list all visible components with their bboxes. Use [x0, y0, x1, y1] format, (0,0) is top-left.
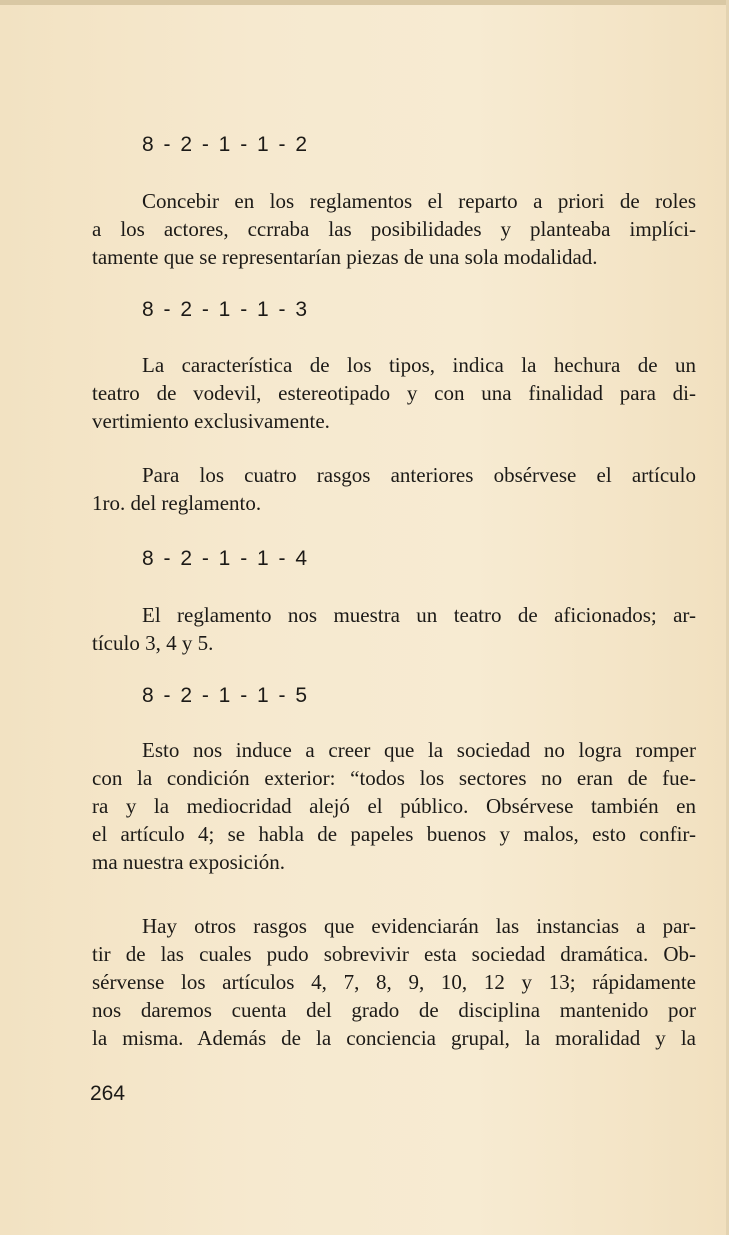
- text-line: con la condición exterior: “todos los sectores no eran de fue-: [92, 766, 696, 790]
- paragraph: [92, 461, 696, 517]
- text-line: Hay otros rasgos que evidenciarán las instancias a par-: [142, 914, 696, 938]
- text-line: tículo 3, 4 y 5.: [92, 631, 214, 655]
- section-number: 8 - 2 - 1 - 1 - 5: [142, 684, 310, 707]
- text-line: tir de las cuales pudo sobrevivir esta sociedad dramática. Ob-: [92, 942, 696, 966]
- text-line: la misma. Además de la conciencia grupal, la moralidad y la: [92, 1026, 696, 1050]
- text-line: vertimiento exclusivamente.: [92, 409, 330, 433]
- page-top-edge: [0, 0, 729, 5]
- paragraph: [92, 601, 696, 657]
- paragraph: [92, 351, 696, 435]
- section-number: 8 - 2 - 1 - 1 - 2: [142, 133, 310, 156]
- text-line: sérvense los artículos 4, 7, 8, 9, 10, 12 y 13; rápidamente: [92, 970, 696, 994]
- text-line: Para los cuatro rasgos anteriores obsérvese el artículo: [142, 463, 696, 487]
- text-line: ra y la mediocridad alejó el público. Obsérvese también en: [92, 794, 696, 818]
- text-line: teatro de vodevil, estereotipado y con una finalidad para di-: [92, 381, 696, 405]
- paragraph: [92, 187, 696, 271]
- text-line: a los actores, ccrraba las posibilidades y planteaba implíci-: [92, 217, 696, 241]
- section-number: 8 - 2 - 1 - 1 - 4: [142, 547, 310, 570]
- text-line: Esto nos induce a creer que la sociedad no logra romper: [142, 738, 696, 762]
- text-line: El reglamento nos muestra un teatro de aficionados; ar-: [142, 603, 696, 627]
- text-line: tamente que se representarían piezas de una sola modalidad.: [92, 245, 598, 269]
- text-line: 1ro. del reglamento.: [92, 491, 262, 515]
- paragraph: [92, 912, 696, 1052]
- text-line: La característica de los tipos, indica la hechura de un: [142, 353, 696, 377]
- text-line: ma nuestra exposición.: [92, 850, 286, 874]
- paragraph: [92, 736, 696, 876]
- page-number: 264: [90, 1082, 126, 1105]
- text-line: Concebir en los reglamentos el reparto a priori de roles: [142, 189, 696, 213]
- section-number: 8 - 2 - 1 - 1 - 3: [142, 298, 310, 321]
- text-line: el artículo 4; se habla de papeles buenos y malos, esto confir-: [92, 822, 696, 846]
- text-line: nos daremos cuenta del grado de disciplina mantenido por: [92, 998, 696, 1022]
